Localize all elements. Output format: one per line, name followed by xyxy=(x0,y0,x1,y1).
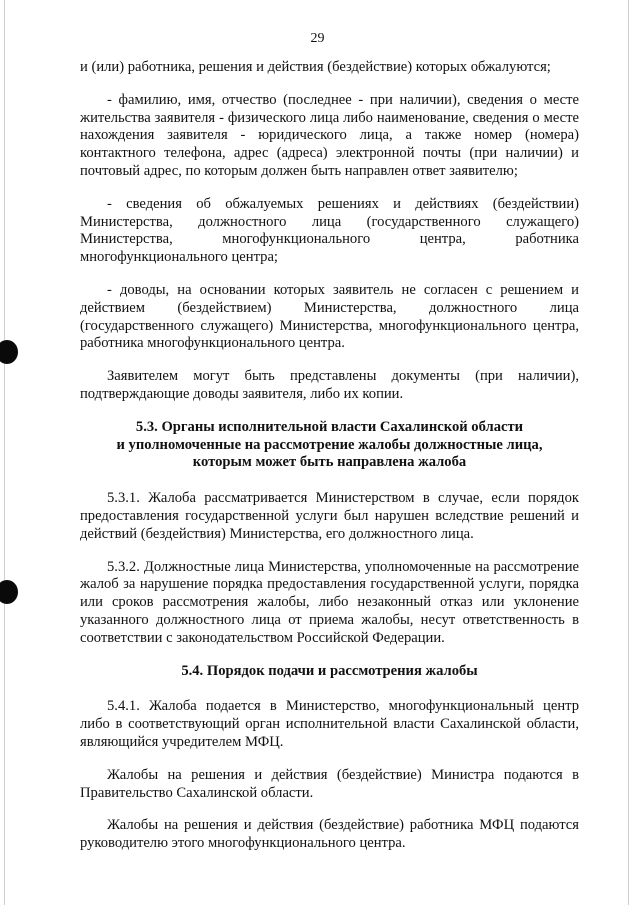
document-body xyxy=(80,59,579,868)
scan-edge-left xyxy=(4,0,5,905)
heading-line: 5.3. Органы исполнительной власти Сахалинской области xyxy=(135,418,524,435)
scan-edge-right xyxy=(628,0,629,905)
paragraph-continuation: и (или) работника, решения и действия (бездействие) которых обжалуются; xyxy=(80,59,551,75)
paragraph-5-3-2: 5.3.2. Должностные лица Министерства, уполномоченные на рассмотрение жалоб за нарушение порядка предоставления государственной услуги, порядка или сроков рассмотрения жалобы, либо незаконный отказ или уклонение указанного должностного лица от приема жалобы, несут ответственность в соответствии с законодательством Российской Федерации. xyxy=(80,558,579,646)
heading-line: которым может быть направлена жалоба xyxy=(192,454,467,471)
heading-line: и уполномоченные на рассмотрение жалобы должностные лица, xyxy=(116,436,543,453)
paragraph-mfc-complaints: Жалобы на решения и действия (бездействие) работника МФЦ подаются руководителю этого многофункционального центра. xyxy=(80,817,579,852)
section-heading-5-4: 5.4. Порядок подачи и рассмотрения жалобы xyxy=(181,662,478,679)
paragraph-5-3-1: 5.3.1. Жалоба рассматривается Министерством в случае, если порядок предоставления государственной услуги был нарушен вследствие решений и действий (бездействия) Министерства, его должностного лица. xyxy=(80,490,579,542)
page-number: 29 xyxy=(310,31,325,46)
paragraph-minister-complaints: Жалобы на решения и действия (бездействие) Министра подаются в Правительство Сахалинской области. xyxy=(80,766,579,801)
paragraph-applicant-details: - фамилию, имя, отчество (последнее - при наличии), сведения о месте жительства заявителя - физического лица либо наименование, сведения о месте нахождения заявителя - юридического лица, а также номер (номера) контактного телефона, адрес (адреса) электронной почты (при наличии) и почтовый адрес, по которым должен быть направлен ответ заявителю; xyxy=(80,91,579,179)
paragraph-documents: Заявителем могут быть представлены документы (при наличии), подтверждающие доводы заявителя, либо их копии. xyxy=(80,368,579,402)
paragraph-arguments: - доводы, на основании которых заявитель не согласен с решением и действием (бездействием) Министерства, должностного лица (государственного служащего) Министерства, многофункционального центра, работника многофункционального центра. xyxy=(80,281,579,352)
section-heading-5-3 xyxy=(80,419,579,472)
paragraph-appealed-decisions: - сведения об обжалуемых решениях и действиях (бездействии) Министерства, должностного лица (государственного служащего) Министерства, многофункционального центра, работника многофункционального центра; xyxy=(80,195,579,266)
paragraph-5-4-1: 5.4.1. Жалоба подается в Министерство, многофункциональный центр либо в соответствующий орган исполнительной власти Сахалинской области, являющийся учредителем МФЦ. xyxy=(80,698,579,750)
punch-hole-bottom xyxy=(0,580,18,604)
punch-hole-top xyxy=(0,340,18,364)
